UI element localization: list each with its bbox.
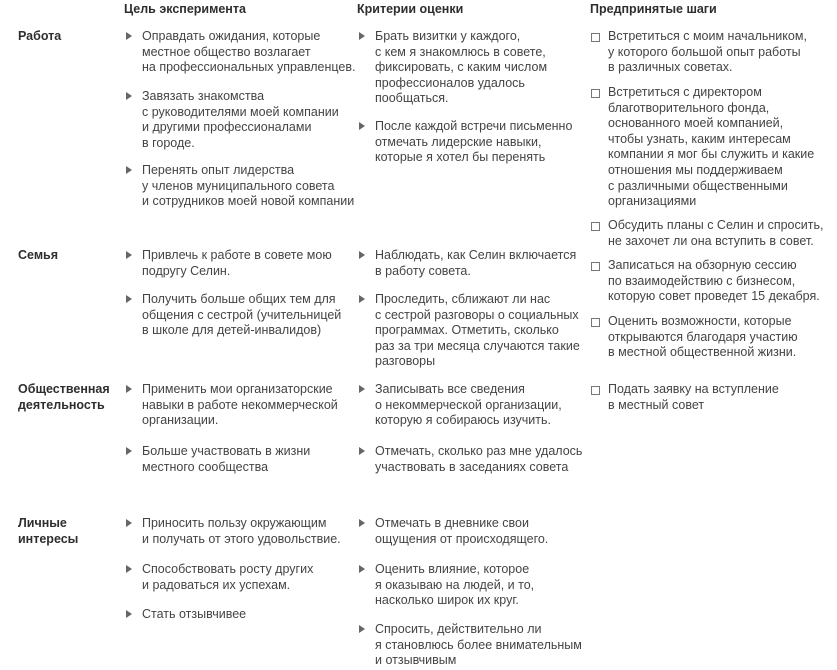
- criteria-work-item: [357, 119, 572, 166]
- steps-item: [590, 314, 798, 361]
- checkbox-icon: [591, 262, 600, 271]
- item-text-line: и сотрудников моей новой компании: [142, 194, 355, 209]
- checkbox-icon: [591, 222, 600, 231]
- goals-personal-item: [124, 607, 246, 623]
- bullet-triangle-icon: [126, 610, 132, 618]
- bullet-triangle-icon: [126, 519, 132, 527]
- item-text-line: навыки в работе некоммерческой: [142, 397, 338, 412]
- category-public: [18, 381, 110, 413]
- goals-family-item: [124, 292, 341, 339]
- item-text: [590, 382, 779, 413]
- item-text-line: Применить мои организаторские: [142, 382, 333, 396]
- checkbox-icon: [591, 318, 600, 327]
- checkbox-icon: [591, 33, 600, 42]
- item-text: [357, 622, 582, 669]
- item-text-line: я становлюсь более внимательным: [375, 637, 582, 652]
- item-text: [590, 258, 820, 305]
- bullet-triangle-icon: [126, 251, 132, 259]
- item-text-line: с руководителями моей компании: [142, 104, 339, 119]
- item-text-line: которую совет проведет 15 декабря.: [608, 289, 820, 304]
- category-work: Работа: [18, 29, 62, 43]
- item-text: [124, 89, 339, 151]
- item-text: [357, 382, 562, 429]
- bullet-triangle-icon: [359, 625, 365, 633]
- item-text-line: и другими профессионалами: [142, 120, 312, 135]
- item-text: [124, 248, 332, 279]
- item-text: [124, 516, 341, 547]
- item-text-line: Оценить влияние, которое: [375, 562, 530, 576]
- item-text-line: Встретиться с моим начальником,: [608, 29, 807, 43]
- item-text-line: не захочет ли она вступить в совет.: [608, 233, 814, 248]
- item-text-line: Больше участвовать в жизни: [142, 444, 311, 458]
- item-text-line: Записаться на обзорную сессию: [608, 258, 797, 272]
- item-text-line: Отмечать в дневнике свои: [375, 516, 529, 530]
- item-text: [590, 85, 814, 210]
- item-text-line: по взаимодействию с бизнесом,: [608, 273, 796, 288]
- goals-work-item: [124, 89, 339, 151]
- item-text-line: в городе.: [142, 135, 195, 150]
- item-text: [357, 292, 580, 370]
- item-text-line: подругу Селин.: [142, 263, 231, 278]
- item-text-line: насколько широк их круг.: [375, 593, 519, 608]
- item-text-line: Обсудить планы с Селин и спросить,: [608, 218, 824, 232]
- item-text-line: фиксировать, с каким числом: [375, 60, 548, 75]
- item-text-line: в различных советах.: [608, 60, 733, 75]
- item-text-line: программах. Отметить, сколько: [375, 323, 559, 338]
- item-text-line: в местный совет: [608, 397, 705, 412]
- item-text-line: и радоваться их успехам.: [142, 577, 291, 592]
- bullet-triangle-icon: [359, 519, 365, 527]
- bullet-triangle-icon: [359, 447, 365, 455]
- item-text-line: Приносить пользу окружающим: [142, 516, 327, 530]
- header-criteria: Критерии оценки: [357, 2, 464, 16]
- item-text-line: Спросить, действительно ли: [375, 622, 542, 636]
- item-text-line: Оправдать ожидания, которые: [142, 29, 321, 43]
- item-text-line: Оценить возможности, которые: [608, 314, 792, 328]
- item-text-line: Встретиться с директором: [608, 85, 762, 99]
- item-text-line: Привлечь к работе в совете мою: [142, 248, 332, 262]
- item-text-line: Стать отзывчивее: [142, 607, 247, 621]
- bullet-triangle-icon: [126, 166, 132, 174]
- item-text: [590, 29, 807, 76]
- item-text-line: у членов муниципального совета: [142, 178, 335, 193]
- category-personal: [18, 515, 78, 547]
- item-text-line: Отмечать, сколько раз мне удалось: [375, 444, 583, 458]
- item-text-line: Перенять опыт лидерства: [142, 163, 295, 177]
- category-public-line-1: Общественная: [18, 382, 110, 396]
- item-text-line: чтобы узнать, каким интересам: [608, 131, 791, 146]
- item-text: [357, 29, 547, 107]
- steps-item: [590, 85, 814, 210]
- item-text-line: на профессиональных управленцев.: [142, 60, 356, 75]
- bullet-triangle-icon: [359, 122, 365, 130]
- bullet-triangle-icon: [126, 385, 132, 393]
- goals-public-item: [124, 444, 310, 475]
- item-text: [357, 444, 582, 475]
- criteria-family-item: [357, 292, 580, 370]
- goals-work-item: [124, 29, 355, 76]
- steps-item: [590, 218, 823, 249]
- bullet-triangle-icon: [126, 295, 132, 303]
- bullet-triangle-icon: [126, 565, 132, 573]
- bullet-triangle-icon: [126, 32, 132, 40]
- item-text-line: Записывать все сведения: [375, 382, 525, 396]
- item-text-line: компании я мог бы служить и какие: [608, 147, 815, 162]
- item-text-line: местное общество возлагает: [142, 44, 311, 59]
- item-text-line: организации.: [142, 413, 219, 428]
- item-text: [357, 119, 572, 166]
- item-text-line: ощущения от происходящего.: [375, 531, 549, 546]
- bullet-triangle-icon: [359, 32, 365, 40]
- item-text-line: о некоммерческой организации,: [375, 397, 562, 412]
- goals-personal-item: [124, 516, 341, 547]
- item-text-line: участвовать в заседаниях совета: [375, 459, 569, 474]
- item-text-line: с сестрой разговоры о социальных: [375, 307, 579, 322]
- item-text-line: и отзывчивым: [375, 653, 457, 668]
- item-text: [124, 29, 355, 76]
- category-public-line-2: деятельность: [18, 398, 105, 412]
- item-text: [357, 562, 534, 609]
- header-steps: Предпринятые шаги: [590, 2, 717, 16]
- item-text-line: в школе для детей-инвалидов): [142, 323, 322, 338]
- item-text: [124, 562, 313, 593]
- checkbox-icon: [591, 386, 600, 395]
- item-text: [590, 218, 823, 249]
- item-text: [590, 314, 798, 361]
- goals-work-item: [124, 163, 354, 210]
- criteria-work-item: [357, 29, 547, 107]
- item-text-line: которые я хотел бы перенять: [375, 150, 546, 165]
- item-text-line: благотворительного фонда,: [608, 100, 770, 115]
- criteria-personal-item: [357, 622, 582, 669]
- goals-family-item: [124, 248, 332, 279]
- item-text-line: организациями: [608, 194, 697, 209]
- item-text-line: с кем я знакомлюсь в совете,: [375, 44, 546, 59]
- steps-item: [590, 382, 779, 413]
- goals-personal-item: [124, 562, 313, 593]
- checkbox-icon: [591, 89, 600, 98]
- item-text: [124, 163, 354, 210]
- item-text-line: основанного моей компанией,: [608, 116, 784, 131]
- item-text-line: Наблюдать, как Селин включается: [375, 248, 577, 262]
- item-text-line: с различными общественными: [608, 178, 788, 193]
- item-text-line: у которого большой опыт работы: [608, 44, 801, 59]
- item-text-line: Способствовать росту других: [142, 562, 314, 576]
- criteria-personal-item: [357, 562, 534, 609]
- bullet-triangle-icon: [359, 565, 365, 573]
- category-personal-line-1: Личные: [18, 516, 67, 530]
- item-text-line: я оказываю на людей, и то,: [375, 577, 535, 592]
- item-text: [124, 292, 341, 339]
- category-personal-line-2: интересы: [18, 532, 79, 546]
- item-text-line: местного сообщества: [142, 459, 269, 474]
- item-text-line: в местной общественной жизни.: [608, 345, 797, 360]
- item-text-line: Проследить, сближают ли нас: [375, 292, 551, 306]
- item-text: [124, 607, 246, 623]
- steps-item: [590, 258, 820, 305]
- bullet-triangle-icon: [359, 295, 365, 303]
- item-text-line: в работу совета.: [375, 263, 471, 278]
- criteria-personal-item: [357, 516, 548, 547]
- bullet-triangle-icon: [126, 447, 132, 455]
- item-text-line: отношения мы поддерживаем: [608, 162, 783, 177]
- item-text-line: Получить больше общих тем для: [142, 292, 336, 306]
- item-text: [124, 444, 310, 475]
- goals-public-item: [124, 382, 338, 429]
- bullet-triangle-icon: [359, 251, 365, 259]
- item-text-line: раз за три месяца случаются такие: [375, 338, 580, 353]
- item-text-line: пообщаться.: [375, 91, 449, 106]
- item-text-line: профессионалов удалось: [375, 75, 525, 90]
- item-text-line: которую я собираюсь изучить.: [375, 413, 552, 428]
- item-text: [357, 248, 576, 279]
- item-text: [357, 516, 548, 547]
- category-family: Семья: [18, 248, 59, 262]
- steps-item: [590, 29, 807, 76]
- header-goal: Цель эксперимента: [124, 2, 246, 16]
- criteria-family-item: [357, 248, 576, 279]
- criteria-public-item: [357, 444, 582, 475]
- item-text-line: и получать от этого удовольствие.: [142, 531, 341, 546]
- bullet-triangle-icon: [359, 385, 365, 393]
- item-text-line: отмечать лидерские навыки,: [375, 134, 542, 149]
- item-text-line: Завязать знакомства: [142, 89, 265, 103]
- item-text-line: После каждой встречи письменно: [375, 119, 573, 133]
- item-text-line: общения с сестрой (учительницей: [142, 307, 342, 322]
- item-text-line: Брать визитки у каждого,: [375, 29, 521, 43]
- item-text-line: открываются благодаря участию: [608, 329, 798, 344]
- bullet-triangle-icon: [126, 92, 132, 100]
- item-text-line: разговоры: [375, 354, 436, 369]
- item-text: [124, 382, 338, 429]
- criteria-public-item: [357, 382, 562, 429]
- item-text-line: Подать заявку на вступление: [608, 382, 779, 396]
